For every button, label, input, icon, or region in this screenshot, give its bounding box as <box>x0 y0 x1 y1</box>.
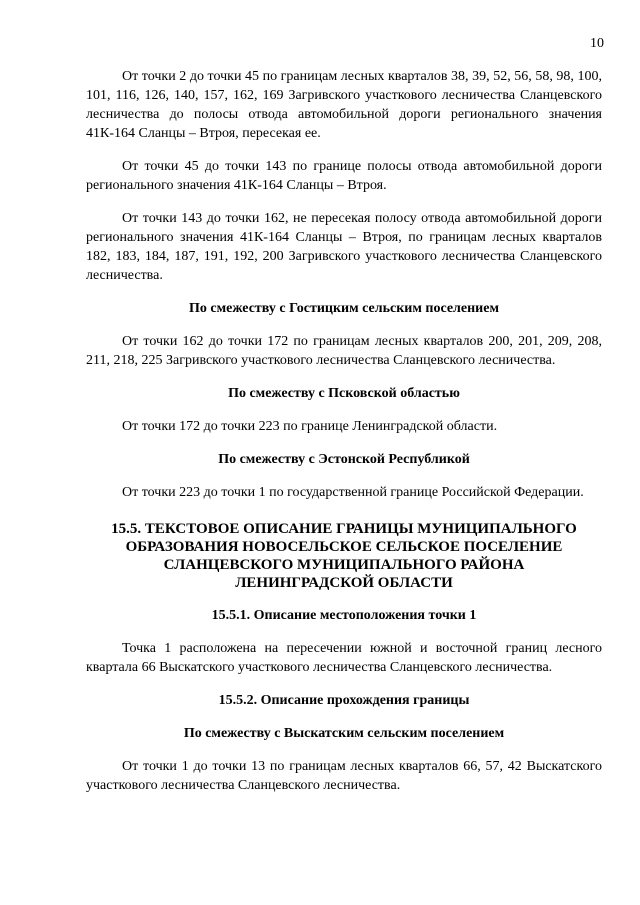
page-number: 10 <box>590 36 604 51</box>
paragraph-point-143-to-162: От точки 143 до точки 162, не пересекая полосу отвода автомобильной дороги регионального значения 41К-164 Сланцы – Втроя, по границам лесных кварталов 182, 183, 184, 187, 191, 192, 200 Загривского участкового лесничества Сланцевского лесничества. <box>86 211 602 283</box>
paragraph-point-1-location: Точка 1 расположена на пересечении южной и восточной границ лесного квартала 66 Выскатского участкового лесничества Сланцевского лесничества. <box>86 641 602 675</box>
section-title-line-3: СЛАНЦЕВСКОГО МУНИЦИПАЛЬНОГО РАЙОНА <box>163 557 525 573</box>
section-title-line-4: ЛЕНИНГРАДСКОЙ ОБЛАСТИ <box>235 575 453 591</box>
paragraph-point-223-to-1: От точки 223 до точки 1 по государственной границе Российской Федерации. <box>122 485 584 500</box>
paragraph-point-162-to-172: От точки 162 до точки 172 по границам лесных кварталов 200, 201, 209, 208, 211, 218, 225 Загривского участкового лесничества Сланцевского лесничества. <box>86 334 602 368</box>
heading-pskov-border: По смежеству с Псковской областью <box>228 386 460 401</box>
heading-gostitsy-border: По смежеству с Гостицким сельским поселением <box>188 301 500 316</box>
subsection-heading-15-5-2: 15.5.2. Описание прохождения границы <box>218 693 470 708</box>
section-title-line-2: ОБРАЗОВАНИЯ НОВОСЕЛЬСКОЕ СЕЛЬСКОЕ ПОСЕЛЕНИЕ <box>125 539 563 555</box>
heading-estonia-border: По смежеству с Эстонской Республикой <box>218 452 470 467</box>
subsection-heading-15-5-1: 15.5.1. Описание местоположения точки 1 <box>211 608 477 623</box>
paragraph-point-2-to-45: От точки 2 до точки 45 по границам лесных кварталов 38, 39, 52, 56, 58, 98, 100, 101, 116, 126, 140, 157, 162, 169 Загривского участкового лесничества Сланцевского лесничества до полосы отвода автомобильной дороги регионального значения 41К-164 Сланцы – Втроя, пересекая ее. <box>86 69 602 141</box>
paragraph-point-172-to-223: От точки 172 до точки 223 по границе Ленинградской области. <box>122 419 498 434</box>
document-body <box>86 67 602 795</box>
paragraph-point-45-to-143: От точки 45 до точки 143 по границе полосы отвода автомобильной дороги регионального значения 41К-164 Сланцы – Втроя. <box>86 159 602 193</box>
paragraph-point-1-to-13: От точки 1 до точки 13 по границам лесных кварталов 66, 57, 42 Выскатского участкового лесничества Сланцевского лесничества. <box>86 759 602 793</box>
section-title-line-1: 15.5. ТЕКСТОВОЕ ОПИСАНИЕ ГРАНИЦЫ МУНИЦИПАЛЬНОГО <box>111 521 577 537</box>
section-title-15-5 <box>86 520 602 592</box>
heading-vyskatka-border: По смежеству с Выскатским сельским поселением <box>183 726 505 741</box>
